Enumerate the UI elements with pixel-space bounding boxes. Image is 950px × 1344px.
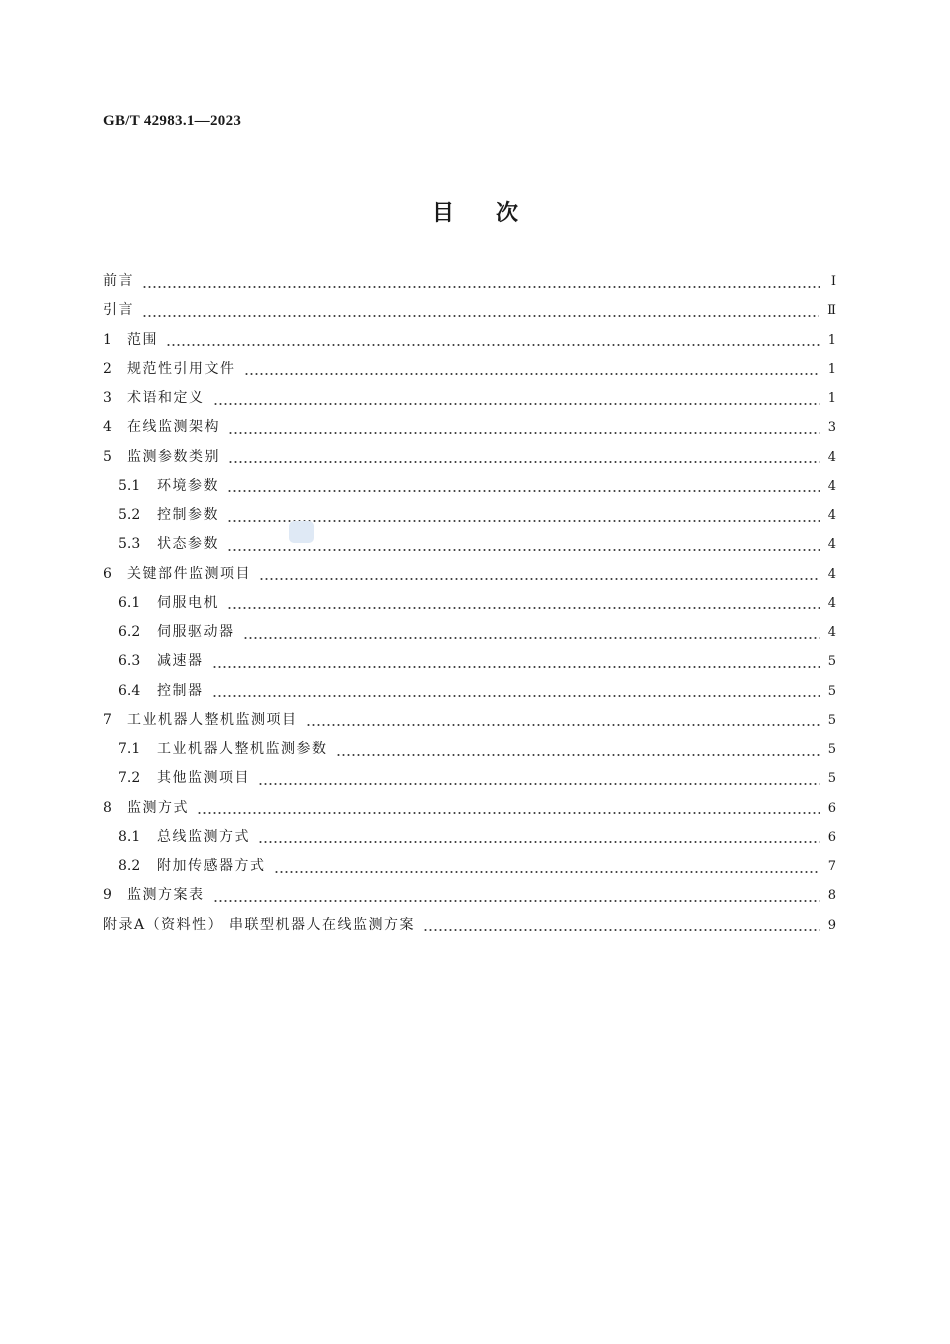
toc-entry[interactable]	[103, 387, 836, 416]
toc-entry-label: 监测方案表	[127, 887, 205, 904]
toc-leader-dots	[212, 660, 820, 670]
toc-entry-label: 监测方式	[127, 799, 189, 816]
toc-entry-label: 伺服电机	[157, 594, 219, 611]
toc-entry-number: 8	[103, 799, 112, 816]
table-of-contents	[103, 270, 836, 943]
toc-leader-dots	[243, 631, 820, 641]
toc-entry[interactable]	[103, 329, 836, 358]
toc-entry-page: 7	[827, 859, 836, 874]
toc-entry-label: 其他监测项目	[157, 770, 250, 787]
toc-entry[interactable]	[103, 446, 836, 475]
toc-entry-label: 前言	[103, 273, 134, 289]
toc-entry-number: 4	[103, 419, 112, 436]
toc-leader-dots	[258, 835, 820, 845]
page-title: 目次	[431, 200, 560, 226]
toc-entry-number: 7.2	[118, 770, 141, 787]
toc-entry-page: 5	[827, 771, 836, 787]
toc-entry[interactable]	[103, 884, 836, 913]
toc-entry-page: 8	[827, 888, 836, 904]
toc-entry-page: 6	[827, 800, 836, 816]
toc-leader-dots	[228, 426, 820, 436]
toc-entry-page: 1	[827, 332, 836, 348]
toc-leader-dots	[423, 923, 820, 933]
toc-leader-dots	[166, 338, 820, 348]
toc-entry-number: 5	[103, 448, 112, 465]
toc-entry-page: Ⅰ	[830, 274, 836, 289]
toc-leader-dots	[227, 543, 820, 553]
toc-entry-label: 规范性引用文件	[127, 360, 236, 377]
toc-leader-dots	[274, 865, 820, 875]
toc-entry-label: 控制参数	[157, 507, 219, 523]
toc-entry-page: 4	[827, 625, 836, 640]
toc-entry-number: 3	[103, 390, 112, 406]
toc-entry-label: 监测参数类别	[127, 448, 220, 465]
watermark-logo-icon	[289, 521, 314, 543]
toc-entry-page: 4	[827, 508, 836, 523]
toc-entry-page: Ⅱ	[827, 303, 836, 319]
toc-entry-page: 5	[827, 683, 836, 699]
standard-code: GB/T 42983.1—2023	[103, 113, 242, 129]
toc-leader-dots	[197, 806, 820, 816]
toc-entry-page: 4	[827, 595, 836, 611]
toc-entry[interactable]	[103, 416, 836, 445]
toc-entry-label: 范围	[127, 331, 158, 348]
toc-entry-number: 5.1	[118, 477, 141, 494]
toc-entry-label: 工业机器人整机监测项目	[127, 711, 298, 728]
toc-entry-page: 5	[827, 742, 836, 757]
toc-leader-dots	[228, 455, 820, 465]
toc-entry[interactable]	[103, 680, 836, 709]
toc-leader-dots	[227, 484, 820, 494]
toc-entry-page: 1	[827, 361, 836, 377]
toc-entry-page: 5	[827, 654, 836, 670]
toc-entry-number: 7	[103, 711, 112, 728]
toc-leader-dots	[142, 280, 820, 290]
toc-entry-label: 伺服驱动器	[157, 624, 235, 640]
toc-leader-dots	[259, 572, 820, 582]
toc-leader-dots	[213, 397, 820, 407]
toc-entry-page: 4	[827, 537, 836, 553]
toc-entry[interactable]	[103, 621, 836, 650]
toc-entry-page: 3	[827, 420, 836, 436]
toc-entry[interactable]	[103, 533, 836, 562]
toc-entry-number: 8.1	[118, 828, 141, 845]
toc-leader-dots	[142, 309, 819, 319]
toc-entry-page: 5	[827, 712, 836, 728]
toc-entry-number: 9	[103, 887, 112, 904]
toc-entry-number: 6.1	[118, 594, 141, 611]
toc-entry-page: 4	[827, 566, 836, 582]
toc-entry-page: 4	[827, 478, 836, 494]
toc-entry-page: 1	[827, 391, 836, 406]
toc-entry-label: 工业机器人整机监测参数	[157, 741, 328, 757]
toc-leader-dots	[212, 689, 820, 699]
toc-entry-label: 在线监测架构	[127, 419, 220, 436]
toc-leader-dots	[258, 777, 820, 787]
toc-leader-dots	[244, 367, 820, 377]
toc-entry[interactable]	[103, 504, 836, 533]
toc-entry-number: 5.2	[118, 507, 141, 523]
toc-entry-label: 总线监测方式	[157, 828, 250, 845]
toc-leader-dots	[306, 718, 820, 728]
toc-entry-label: 关键部件监测项目	[127, 565, 251, 582]
toc-entry-number: 6	[103, 565, 112, 582]
toc-entry[interactable]	[103, 709, 836, 738]
toc-entry-number: 2	[103, 360, 112, 377]
toc-entry-number: 5.3	[118, 536, 141, 553]
toc-entry-page: 6	[827, 829, 836, 845]
toc-entry-number: 6.3	[118, 653, 141, 670]
toc-entry-label: 附加传感器方式	[157, 858, 266, 874]
toc-entry-number: 6.2	[118, 624, 141, 640]
toc-entry-page: 4	[827, 449, 836, 465]
toc-entry[interactable]	[103, 299, 836, 328]
toc-entry-label: 状态参数	[157, 536, 219, 553]
toc-entry[interactable]	[103, 826, 836, 855]
toc-entry-label: 附录A（资料性） 串联型机器人在线监测方案	[103, 916, 416, 933]
toc-entry-label: 减速器	[157, 653, 204, 670]
toc-entry-page: 9	[827, 917, 836, 933]
toc-entry[interactable]	[103, 270, 836, 299]
toc-entry-label: 环境参数	[157, 477, 219, 494]
toc-entry[interactable]	[103, 767, 836, 796]
toc-entry[interactable]	[103, 797, 836, 826]
toc-leader-dots	[213, 894, 820, 904]
toc-entry[interactable]	[103, 563, 836, 592]
toc-leader-dots	[336, 748, 820, 758]
toc-leader-dots	[227, 514, 820, 524]
toc-entry[interactable]	[103, 592, 836, 621]
toc-entry[interactable]	[103, 358, 836, 387]
toc-entry-number: 8.2	[118, 858, 141, 874]
toc-leader-dots	[227, 601, 820, 611]
toc-entry-number: 7.1	[118, 741, 141, 757]
toc-entry[interactable]	[103, 475, 836, 504]
toc-entry[interactable]	[103, 738, 836, 767]
toc-entry-label: 引言	[103, 302, 134, 319]
toc-entry-label: 控制器	[157, 682, 204, 699]
toc-entry-number: 6.4	[118, 682, 141, 699]
toc-entry[interactable]	[103, 650, 836, 679]
toc-entry[interactable]	[103, 855, 836, 884]
toc-entry-number: 1	[103, 331, 112, 348]
toc-entry[interactable]	[103, 914, 836, 943]
toc-entry-label: 术语和定义	[127, 390, 205, 406]
